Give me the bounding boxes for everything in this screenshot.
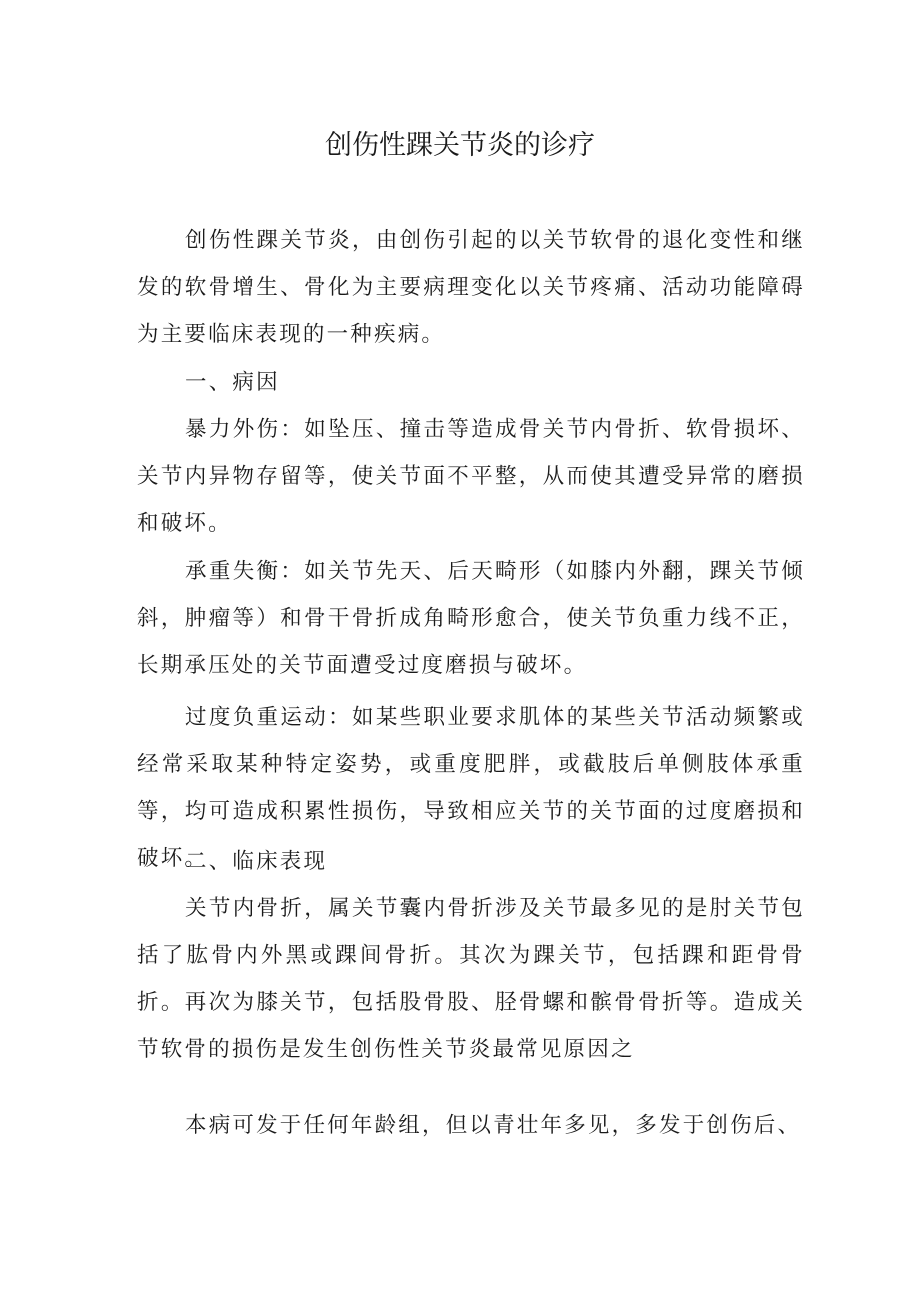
intro-paragraph: 创伤性踝关节炎，由创伤引起的以关节软骨的退化变性和继发的软骨增生、骨化为主要病理变化以关节疼痛、活动功能障碍为主要临床表现的一种疾病。 <box>137 228 805 347</box>
section-heading-causes: 一、病因 <box>185 370 280 395</box>
paragraph-overload-exercise: 过度负重运动：如某些职业要求肌体的某些关节活动频繁或经常采取某种特定姿势，或重度肥胖，或截肢后单侧肢体承重等，均可造成积累性损伤，导致相应关节的关节面的过度磨损和破坏。 <box>137 705 805 871</box>
paragraph-age-group: 本病可发于任何年龄组，但以青壮年多见，多发于创伤后、 <box>185 1113 802 1138</box>
document-title: 创伤性踝关节炎的诊疗 <box>325 130 595 161</box>
paragraph-intra-articular-fracture: 关节内骨折，属关节囊内骨折涉及关节最多见的是肘关节包括了肱骨内外黑或踝间骨折。其次为踝关节，包括踝和距骨骨折。再次为膝关节，包括股骨股、胫骨螺和髌骨骨折等。造成关节软骨的损伤是发生创伤性关节炎最常见原因之 <box>137 896 805 1062</box>
paragraph-violent-trauma: 暴力外伤：如坠压、撞击等造成骨关节内骨折、软骨损坏、关节内异物存留等，使关节面不平整，从而使其遭受异常的磨损和破坏。 <box>137 417 805 536</box>
paragraph-load-imbalance: 承重失衡：如关节先天、后天畸形（如膝内外翻，踝关节倾斜，肿瘤等）和骨干骨折成角畸形愈合，使关节负重力线不正，长期承压处的关节面遭受过度磨损与破坏。 <box>137 559 805 678</box>
section-heading-clinical: 二、临床表现 <box>185 849 328 874</box>
